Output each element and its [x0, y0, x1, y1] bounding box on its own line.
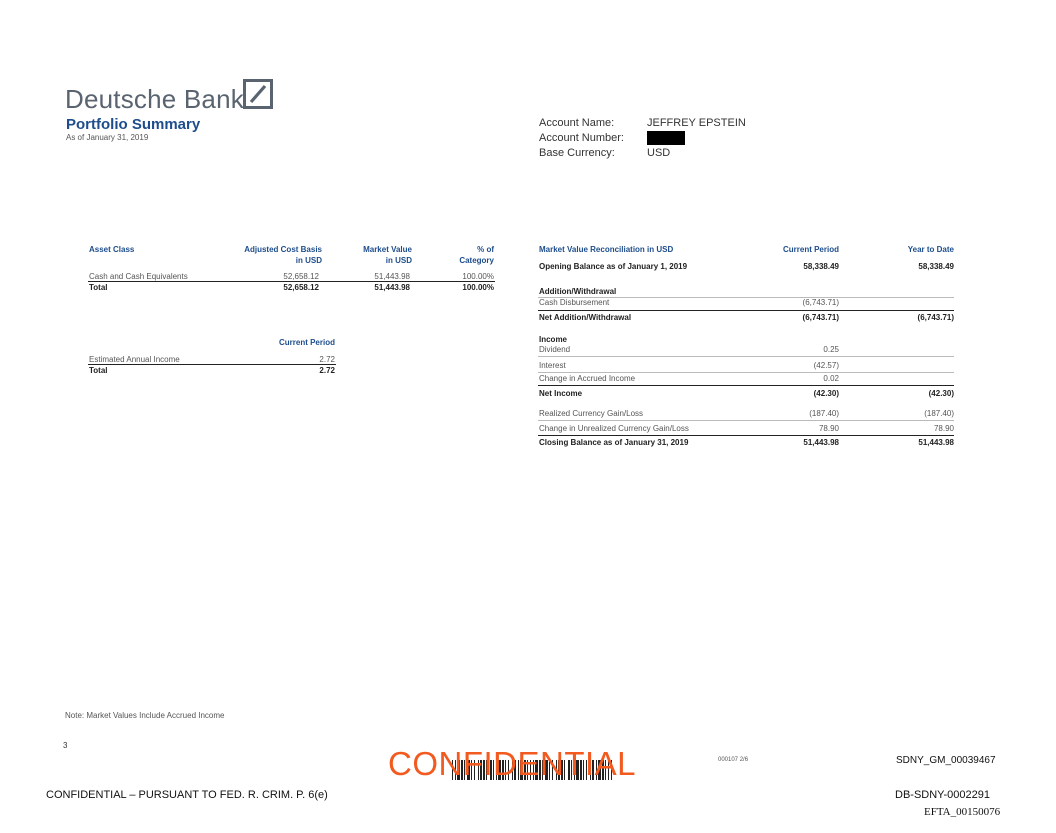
interest-label: Interest — [539, 361, 566, 370]
as-of-date: As of January 31, 2019 — [66, 133, 149, 142]
col-reconciliation-title: Market Value Reconciliation in USD — [539, 245, 674, 254]
page-number: 3 — [63, 741, 68, 750]
col-asset-class: Asset Class — [89, 245, 135, 254]
divider — [538, 420, 954, 421]
opening-ytd: 58,338.49 — [918, 262, 954, 271]
income-row-value: 2.72 — [319, 355, 335, 364]
divider — [538, 435, 954, 436]
opening-current: 58,338.49 — [803, 262, 839, 271]
net-income-label: Net Income — [539, 389, 583, 398]
accrued-label: Change in Accrued Income — [539, 374, 636, 383]
net-income-ytd: (42.30) — [928, 389, 954, 398]
opening-label: Opening Balance as of January 1, 2019 — [539, 262, 688, 271]
cash-disb-current: (6,743.71) — [802, 298, 839, 307]
col-income-current: Current Period — [278, 338, 335, 347]
bank-name: Deutsche Bank — [65, 84, 244, 114]
base-currency-value: USD — [647, 147, 671, 159]
addwd-header: Addition/Withdrawal — [539, 287, 617, 296]
unrealized-ytd: 78.90 — [933, 424, 954, 433]
col-recon-current: Current Period — [782, 245, 839, 254]
account-name-value: JEFFREY EPSTEIN — [647, 117, 746, 129]
document-code: 000107 2/6 — [718, 757, 749, 763]
dividend-label: Dividend — [539, 345, 571, 354]
efta-number: EFTA_00150076 — [924, 806, 1001, 818]
db-sdny-bates-number: DB-SDNY-0002291 — [895, 789, 990, 801]
asset-total-mv: 51,443.98 — [374, 283, 410, 292]
cash-disb-label: Cash Disbursement — [539, 298, 610, 307]
account-name-label: Account Name: — [539, 117, 615, 129]
income-row-label: Estimated Annual Income — [89, 355, 180, 364]
sdny-bates-number: SDNY_GM_00039467 — [896, 755, 996, 766]
asset-row-mv: 51,443.98 — [374, 272, 410, 281]
unrealized-label: Change in Unrealized Currency Gain/Loss — [539, 424, 689, 433]
col-cost-basis: Adjusted Cost Basis in USD — [244, 245, 322, 265]
realized-label: Realized Currency Gain/Loss — [539, 409, 644, 418]
col-pct-category: % of Category — [459, 245, 494, 265]
account-number-label: Account Number: — [539, 132, 624, 144]
unrealized-current: 78.90 — [818, 424, 839, 433]
divider — [88, 281, 495, 282]
confidential-stamp: CONFIDENTIAL — [388, 745, 637, 782]
divider — [538, 372, 954, 373]
asset-total-pct: 100.00% — [462, 283, 494, 292]
realized-current: (187.40) — [809, 409, 839, 418]
net-income-current: (42.30) — [813, 389, 839, 398]
asset-row-label: Cash and Cash Equivalents — [89, 272, 188, 281]
net-addwd-ytd: (6,743.71) — [917, 313, 954, 322]
col-recon-ytd: Year to Date — [907, 245, 954, 254]
confidentiality-notice: CONFIDENTIAL – PURSUANT TO FED. R. CRIM. P. 6(e) — [46, 789, 328, 801]
asset-row-cost: 52,658.12 — [283, 272, 319, 281]
col-market-value: Market Value in USD — [363, 245, 412, 265]
divider — [538, 385, 954, 386]
dividend-current: 0.25 — [823, 345, 839, 354]
divider — [538, 310, 954, 311]
net-addwd-label: Net Addition/Withdrawal — [539, 313, 632, 322]
divider — [88, 364, 336, 365]
redacted-account-number — [647, 131, 685, 145]
realized-ytd: (187.40) — [924, 409, 954, 418]
interest-current: (42.57) — [813, 361, 839, 370]
closing-current: 51,443.98 — [803, 438, 839, 447]
asset-total-label: Total — [89, 283, 108, 292]
income-total-value: 2.72 — [319, 366, 335, 375]
asset-row-pct: 100.00% — [462, 272, 494, 281]
deutsche-bank-logo-icon — [243, 79, 273, 109]
footnote: Note: Market Values Include Accrued Income — [65, 711, 225, 720]
income-header: Income — [539, 335, 568, 344]
base-currency-label: Base Currency: — [539, 147, 615, 159]
page-title: Portfolio Summary — [66, 116, 201, 133]
divider — [538, 356, 954, 357]
closing-ytd: 51,443.98 — [918, 438, 954, 447]
accrued-current: 0.02 — [823, 374, 839, 383]
income-total-label: Total — [89, 366, 108, 375]
asset-total-cost: 52,658.12 — [283, 283, 319, 292]
net-addwd-current: (6,743.71) — [802, 313, 839, 322]
closing-label: Closing Balance as of January 31, 2019 — [539, 438, 689, 447]
